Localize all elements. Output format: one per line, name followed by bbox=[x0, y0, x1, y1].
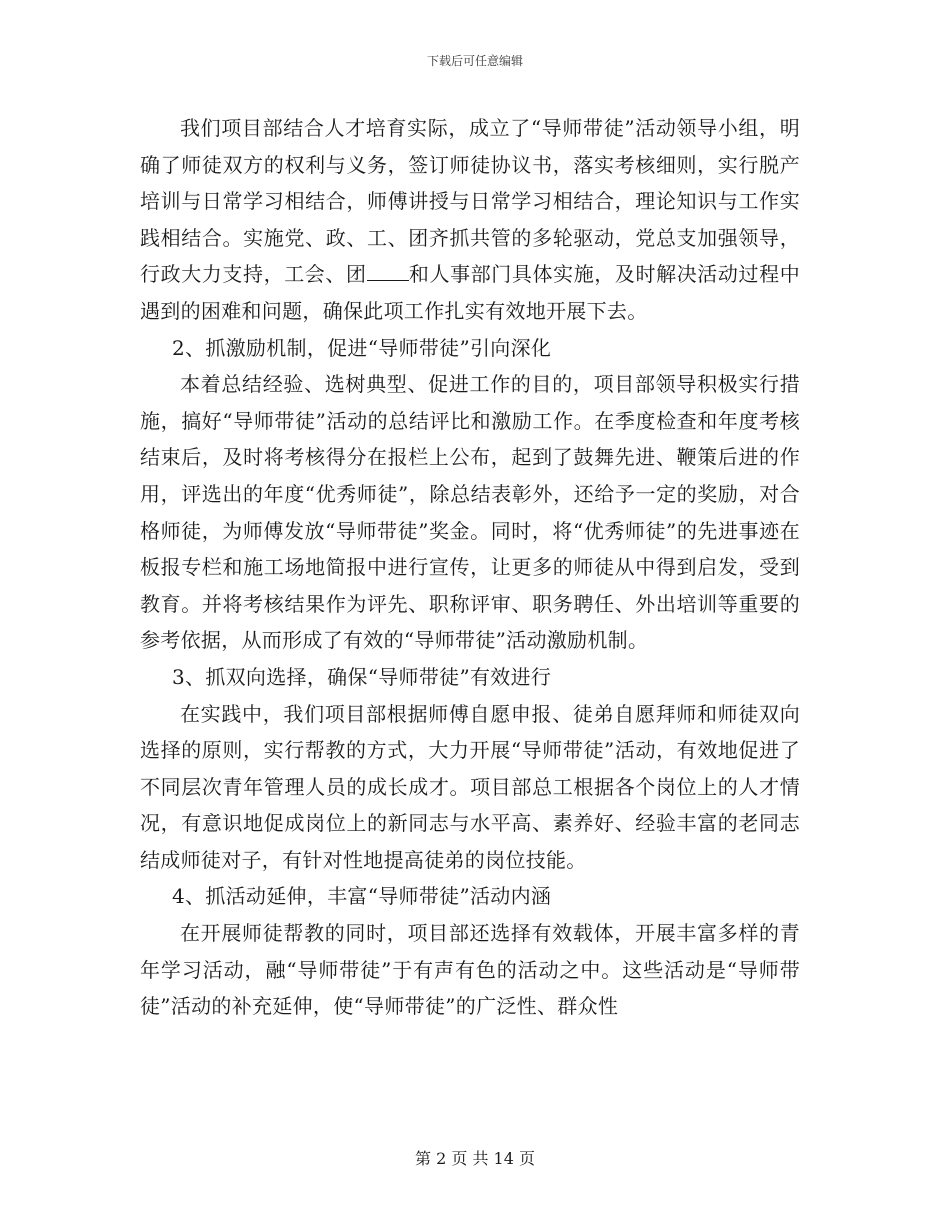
document-body bbox=[140, 110, 800, 1025]
section-heading-3: 3、抓双向选择，确保“导师带徒”有效进行 bbox=[172, 664, 552, 689]
paragraph-4: 在开展师徒帮教的同时，项目部还选择有效载体，开展丰富多样的青年学习活动，融“导师带徒”于有声有色的活动之中。这些活动是“导师带徒”活动的补充延伸，使“导师带徒”的广泛性、群众性 bbox=[140, 921, 800, 1019]
page-header-note: 下载后可任意编辑 bbox=[426, 54, 523, 68]
section-heading-4: 4、抓活动延伸，丰富“导师带徒”活动内涵 bbox=[172, 884, 552, 909]
paragraph-1-text-b: 和人事部门具体实施，及时解决活动过程中遇到的困难和问题，确保此项工作扎实有效地开展下去。 bbox=[140, 262, 800, 323]
page-number: 第 2 页 共 14 页 bbox=[415, 1149, 535, 1168]
paragraph-3: 在实践中，我们项目部根据师傅自愿申报、徒弟自愿拜师和师徒双向选择的原则，实行帮教的方式，大力开展“导师带徒”活动，有效地促进了不同层次青年管理人员的成长成才。项目部总工根据各个岗位上的人才情况，有意识地促成岗位上的新同志与水平高、素养好、经验丰富的老同志结成师徒对子，有针对性地提高徒弟的岗位技能。 bbox=[140, 701, 800, 872]
paragraph-1 bbox=[140, 110, 800, 330]
paragraph-2: 本着总结经验、选树典型、促进工作的目的，项目部领导积极实行措施，搞好“导师带徒”活动的总结评比和激励工作。在季度检查和年度考核结束后，及时将考核得分在报栏上公布，起到了鼓舞先进、鞭策后进的作用，评选出的年度“优秀师徒”，除总结表彰外，还给予一定的奖励，对合格师徒，为师傅发放“导师带徒”奖金。同时，将“优秀师徒”的先进事迹在板报专栏和施工场地简报中进行宣传，让更多的师徒从中得到启发，受到教育。并将考核结果作为评先、职称评审、职务聘任、外出培训等重要的参考依据，从而形成了有效的“导师带徒”活动激励机制。 bbox=[140, 372, 800, 653]
paragraph-1-text-a: 我们项目部结合人才培育实际，成立了“导师带徒”活动领导小组，明确了师徒双方的权利与义务，签订师徒协议书，落实考核细则，实行脱产培训与日常学习相结合，师傅讲授与日常学习相结合，理论知识与工作实践相结合。实施党、政、工、团齐抓共管的多轮驱动，党总支加强领导，行政大力支持，工会、团 bbox=[140, 116, 800, 287]
fill-in-blank bbox=[367, 262, 409, 281]
section-heading-2: 2、抓激励机制，促进“导师带徒”引向深化 bbox=[172, 335, 552, 360]
